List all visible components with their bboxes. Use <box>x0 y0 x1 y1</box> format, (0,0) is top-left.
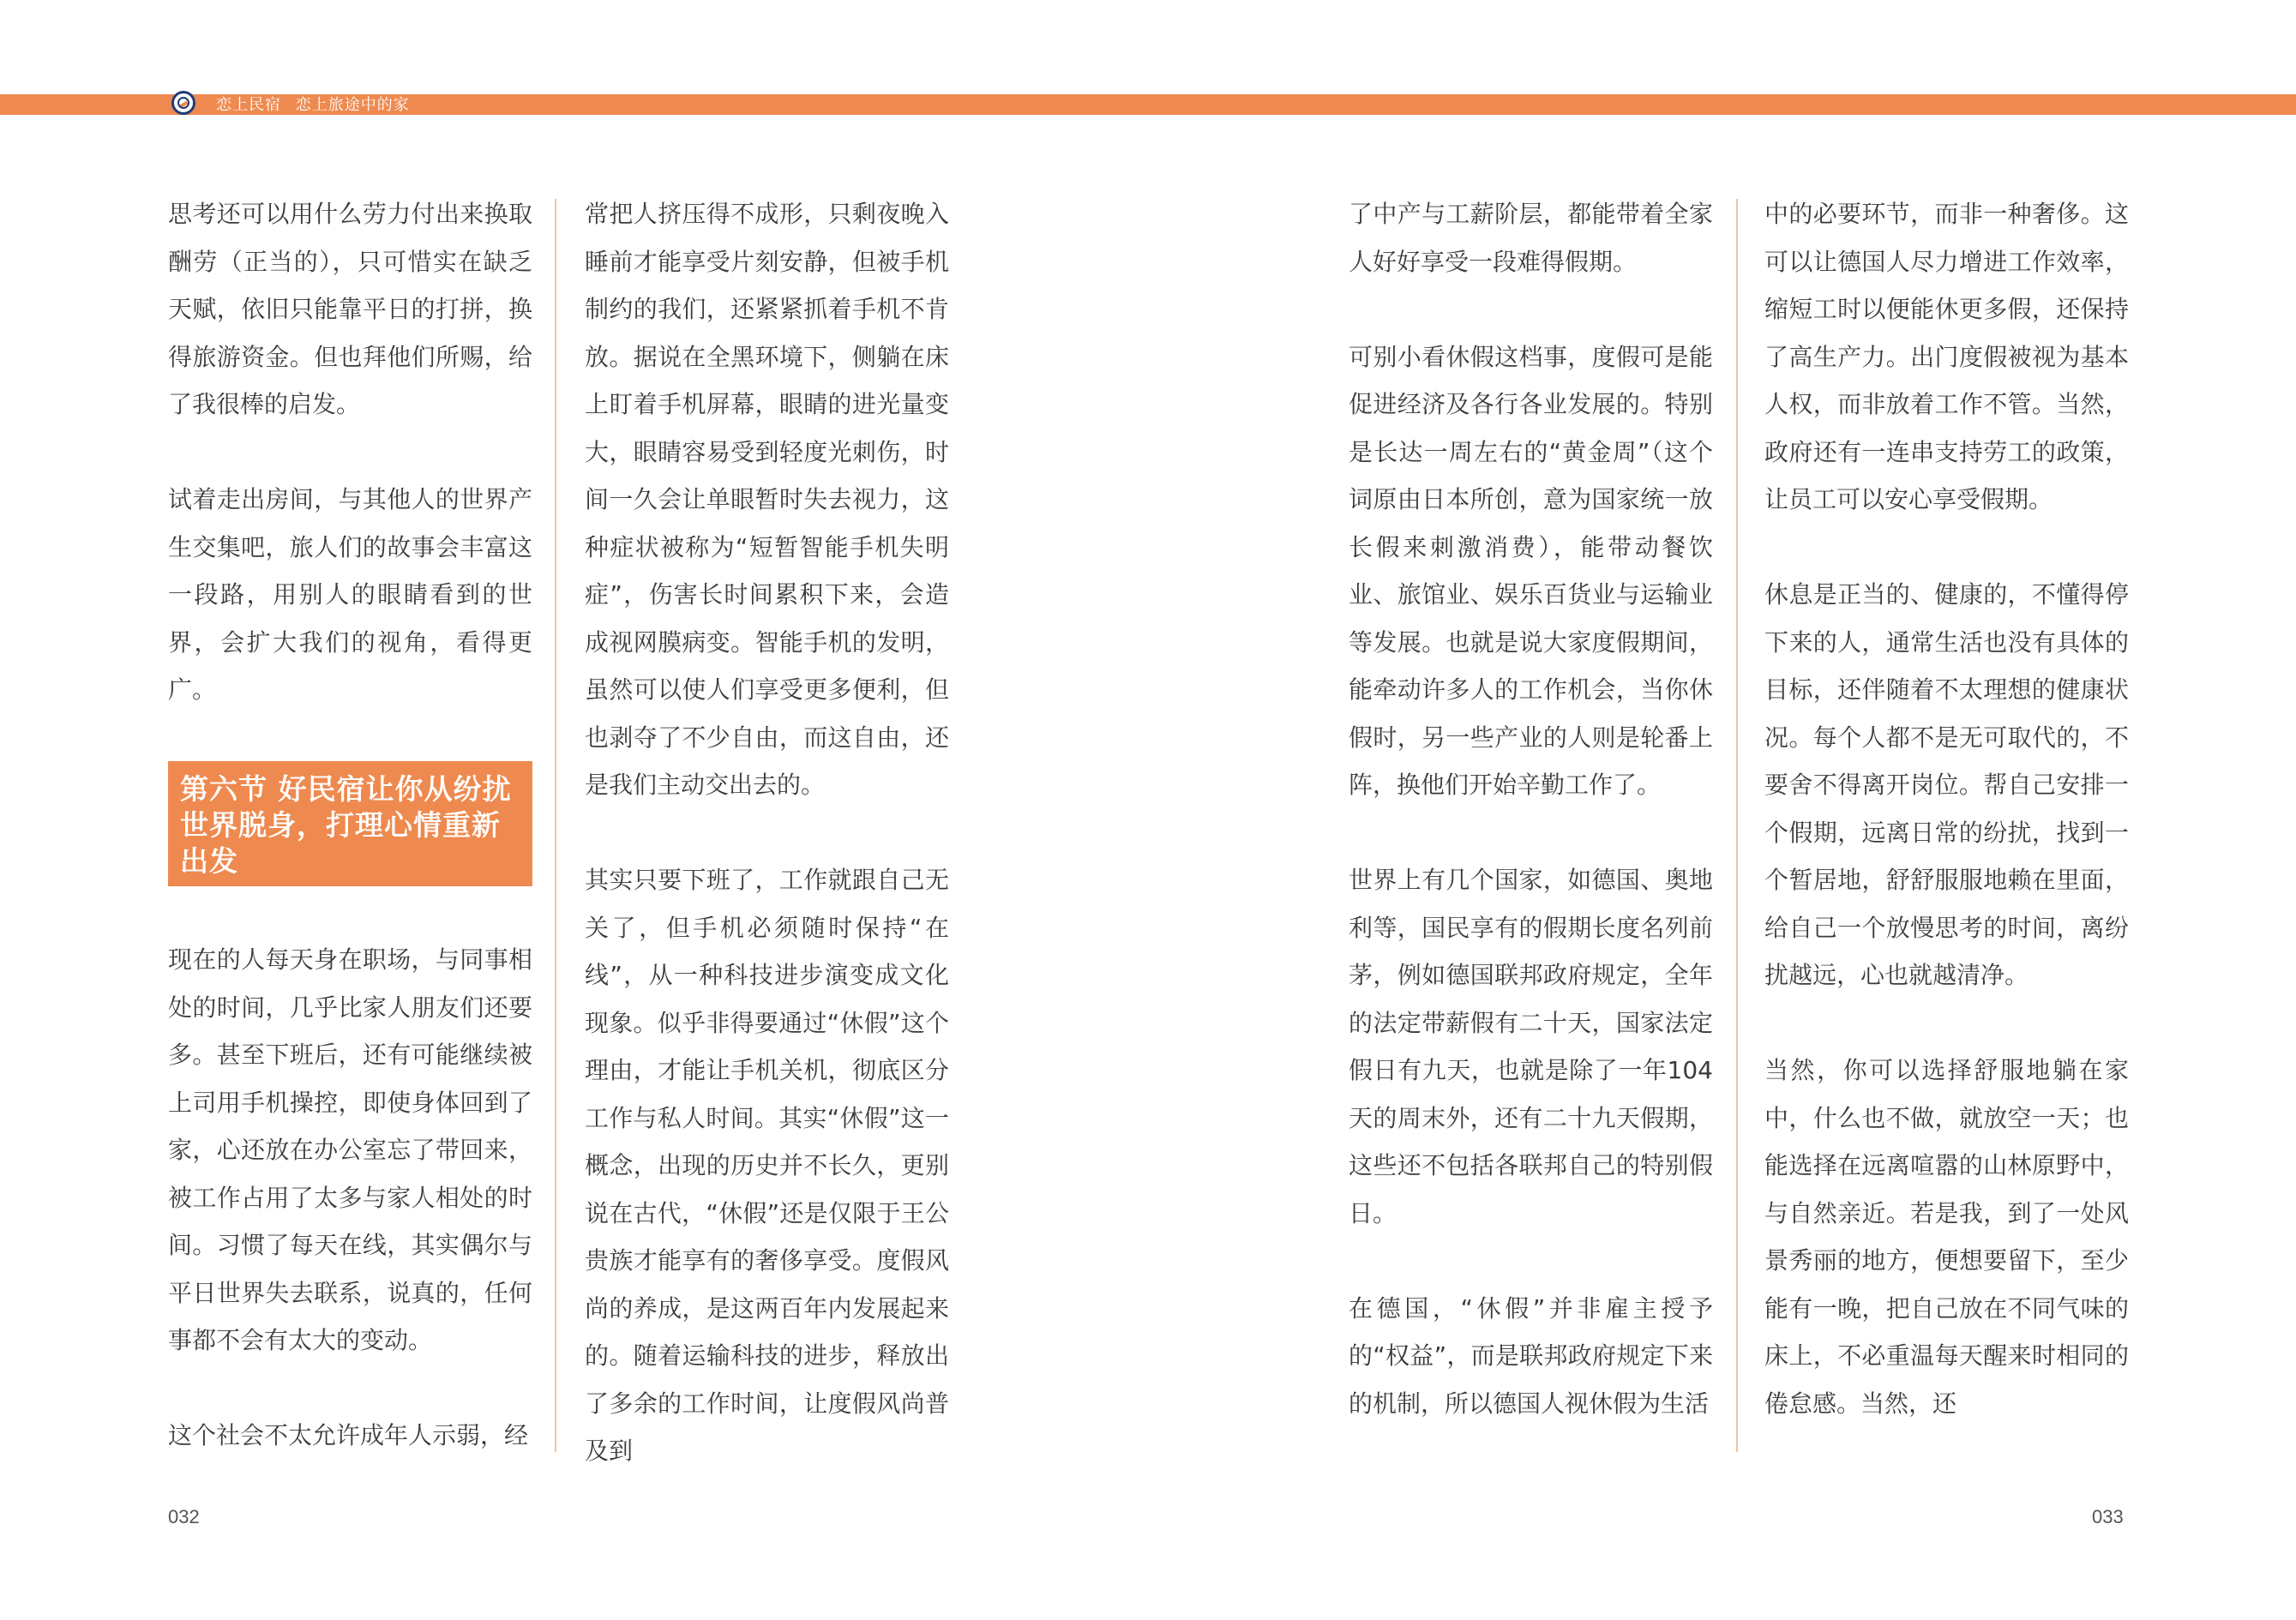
paragraph: 思考还可以用什么劳力付出来换取酬劳（正当的），只可惜实在缺乏天赋，依旧只能靠平日的打拼，换得旅游资金。但也拜他们所赐，给了我很棒的启发。 <box>168 200 532 418</box>
column-divider-left <box>555 199 556 1452</box>
paragraph: 试着走出房间，与其他人的世界产生交集吧，旅人们的故事会丰富这一段路，用别人的眼睛看到的世界，会扩大我们的视角，看得更广。 <box>168 485 532 704</box>
header-title-part2: 恋上旅途中的家 <box>295 96 410 114</box>
paragraph: 中的必要环节，而非一种奢侈。这可以让德国人尽力增进工作效率，缩短工时以便能休更多假，还保持了高生产力。出门度假被视为基本人权，而非放着工作不管。当然，政府还有一连串支持劳工的政策，让员工可以安心享受假期。 <box>1764 200 2129 513</box>
page-number-right: 033 <box>2092 1506 2124 1527</box>
column-divider-right <box>1736 199 1738 1452</box>
paragraph: 这个社会不太允许成年人示弱，经 <box>168 1421 529 1449</box>
page-number-left: 032 <box>168 1506 200 1527</box>
left-page-column-1 <box>168 190 532 1460</box>
paragraph: 休息是正当的、健康的，不懂得停下来的人，通常生活也没有具体的目标，还伴随着不太理想的健康状况。每个人都不是无可取代的，不要舍不得离开岗位。帮自己安排一个假期，远离日常的纷扰，找到一个暂居地，舒舒服服地赖在里面，给自己一个放慢思考的时间，离纷扰越远，心也就越清净。 <box>1764 580 2129 989</box>
paragraph: 现在的人每天身在职场，与同事相处的时间，几乎比家人朋友们还要多。甚至下班后，还有可能继续被上司用手机操控，即使身体回到了家，心还放在办公室忘了带回来，被工作占用了太多与家人相处的时间。习惯了每天在线，其实偶尔与平日世界失去联系，说真的，任何事都不会有太大的变动。 <box>168 945 532 1354</box>
paragraph: 常把人挤压得不成形，只剩夜晚入睡前才能享受片刻安静，但被手机制约的我们，还紧紧抓着手机不肯放。据说在全黑环境下，侧躺在床上盯着手机屏幕，眼睛的进光量变大，眼睛容易受到轻度光刺伤，时间一久会让单眼暂时失去视力，这种症状被称为“短暂智能手机失明症”，伤害长时间累积下来，会造成视网膜病变。智能手机的发明，虽然可以使人们享受更多便利，但也剥夺了不少自由，而这自由，还是我们主动交出去的。 <box>585 200 949 799</box>
paragraph: 世界上有几个国家，如德国、奥地利等，国民享有的假期长度名列前茅，例如德国联邦政府规定，全年的法定带薪假有二十天，国家法定假日有九天，也就是除了一年104天的周末外，还有二十九天假期，这些还不包括各联邦自己的特别假日。 <box>1349 866 1713 1227</box>
paragraph: 可别小看休假这档事，度假可是能促进经济及各行各业发展的。特别是长达一周左右的“黄金周”（这个词原由日本所创，意为国家统一放长假来刺激消费），能带动餐饮业、旅馆业、娱乐百货业与运输业等发展。也就是说大家度假期间，能牵动许多人的工作机会，当你休假时，另一些产业的人则是轮番上阵，换他们开始辛勤工作了。 <box>1349 342 1713 799</box>
compass-logo-icon <box>171 91 195 115</box>
paragraph: 当然，你可以选择舒服地躺在家中，什么也不做，就放空一天；也能选择在远离喧嚣的山林原野中，与自然亲近。若是我，到了一处风景秀丽的地方，便想要留下，至少能有一晚，把自己放在不同气味的床上，不必重温每天醒来时相同的倦怠感。当然，还 <box>1764 1056 2129 1418</box>
right-page-column-1 <box>1349 190 1713 1427</box>
paragraph: 了中产与工薪阶层，都能带着全家人好好享受一段难得假期。 <box>1349 200 1713 276</box>
header-title-part1: 恋上民宿 <box>216 96 281 114</box>
running-header <box>216 96 418 115</box>
paragraph: 在德国，“休假”并非雇主授予的“权益”，而是联邦政府规定下来的机制，所以德国人视休假为生活 <box>1349 1293 1713 1418</box>
section-heading: 第六节 好民宿让你从纷扰世界脱身，打理心情重新出发 <box>168 761 532 886</box>
left-page-column-2 <box>585 190 949 1475</box>
paragraph: 其实只要下班了，工作就跟自己无关了，但手机必须随时保持“在线”，从一种科技进步演变成文化现象。似乎非得要通过“休假”这个理由，才能让手机关机，彻底区分工作与私人时间。其实“休假”这一概念，出现的历史并不长久，更别说在古代，“休假”还是仅限于王公贵族才能享有的奢侈享受。度假风尚的养成，是这两百年内发展起来的。随着运输科技的进步，释放出了多余的工作时间，让度假风尚普及到 <box>585 866 949 1465</box>
right-page-column-2 <box>1764 190 2129 1427</box>
